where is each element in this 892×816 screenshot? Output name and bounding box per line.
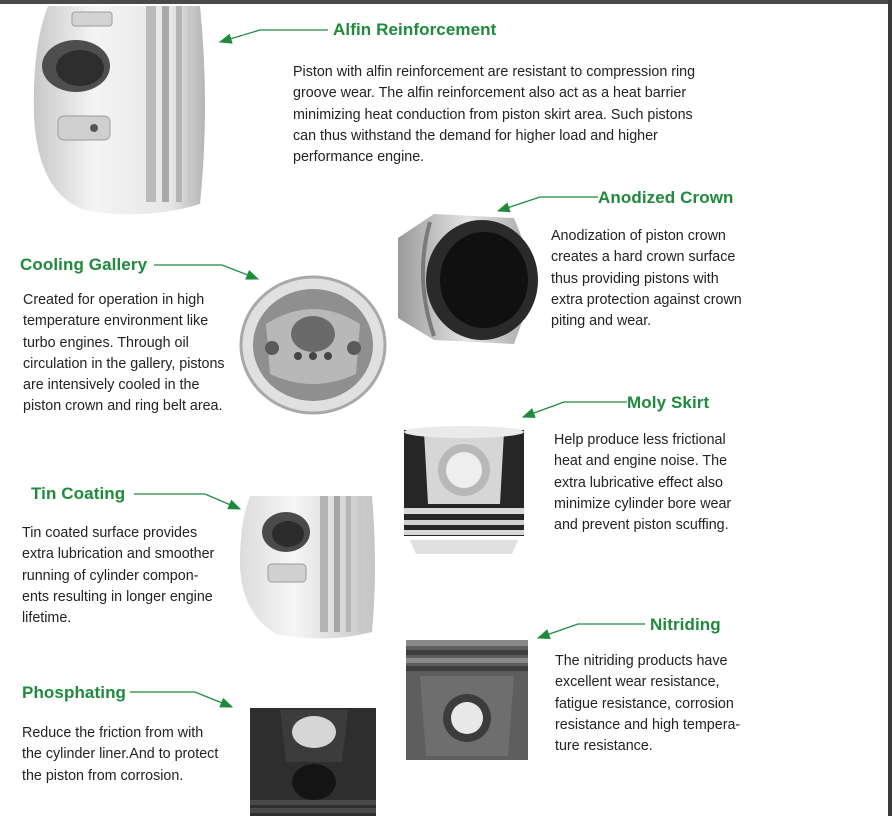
anodized-crown-heading: Anodized Crown [598, 188, 734, 207]
moly-arrow [523, 402, 627, 417]
alfin-piston-image [28, 6, 214, 218]
alfin-reinforcement-description: Piston with alfin reinforcement are resistant to compression ring groove wear. The alfin reinforcement also act as a heat barrier minimizing heat conduction from piston skirt area. Such pistons can thus withstand the demand for higher load and higher performance engine. [293, 64, 696, 166]
anodized-crown-piston-image [394, 208, 542, 350]
tin-coating-piston-image [236, 492, 378, 642]
tin-coating-description: Tin coated surface provides extra lubrication and smoother running of cylinder compon- ents resulting in longer engine lifetime. [22, 525, 215, 627]
phosphating-description: Reduce the friction from with the cylinder liner.And to protect the piston from corrosion. [22, 725, 219, 784]
nitriding-arrow [538, 624, 645, 638]
anodized-crown-description: Anodization of piston crown creates a hard crown surface thus providing pistons with extra protection against crown piting and wear. [551, 228, 742, 330]
cooling-gallery-piston-image [238, 274, 388, 416]
moly-skirt-description: Help produce less frictional heat and engine noise. The extra lubricative effect also minimize cylinder bore wear and prevent piston scuffing. [554, 432, 732, 534]
moly-skirt-piston-image [402, 424, 526, 558]
alfin-arrow [220, 30, 328, 42]
tin-arrow [134, 494, 240, 509]
phosphating-heading: Phosphating [22, 683, 127, 702]
nitriding-heading: Nitriding [650, 615, 721, 634]
phosphating-arrow [130, 692, 232, 707]
moly-skirt-heading: Moly Skirt [627, 393, 710, 412]
cooling-gallery-heading: Cooling Gallery [20, 255, 148, 274]
nitriding-description: The nitriding products have excellent wear resistance, fatigue resistance, corrosion resistance and high tempera- ture resistance. [555, 653, 741, 755]
alfin-reinforcement-heading: Alfin Reinforcement [333, 20, 497, 39]
cooling-gallery-description: Created for operation in high temperature environment like turbo engines. Through oil circulation in the gallery, pistons are intensively cooled in the piston crown and ring belt area. [23, 292, 225, 415]
phosphating-piston-image [244, 702, 380, 816]
nitriding-piston-image [404, 636, 530, 764]
tin-coating-heading: Tin Coating [31, 484, 126, 503]
